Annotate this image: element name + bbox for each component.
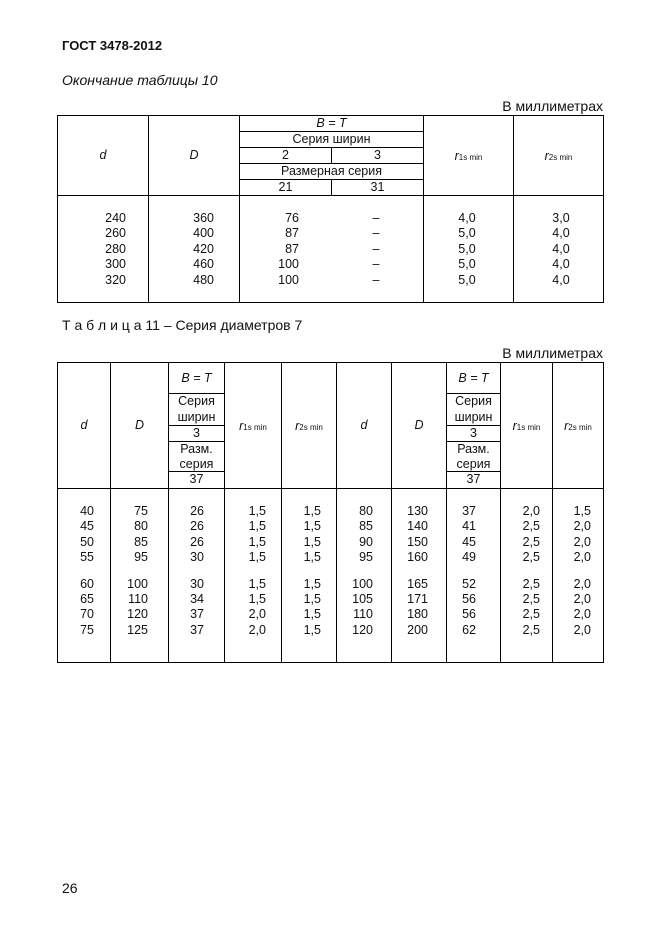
table-cell: 420 xyxy=(193,241,214,256)
table-cell: 56 xyxy=(462,592,476,607)
table-cell: 30 xyxy=(190,576,204,591)
column-r1s xyxy=(449,211,485,288)
table-cell: 100 xyxy=(278,272,299,287)
col-header-r1s-left: r1s min xyxy=(239,419,267,433)
table-cell: 125 xyxy=(127,622,148,637)
table-cell: 150 xyxy=(407,534,428,549)
table-cell: – xyxy=(372,226,380,241)
table-cell: 171 xyxy=(407,592,428,607)
dim-series-label-right-2: серия xyxy=(456,457,491,471)
table-cell: 100 xyxy=(278,257,299,272)
table-cell: 4,0 xyxy=(458,211,476,225)
col-header-d-right: d xyxy=(360,418,368,432)
column-series-37-left xyxy=(182,504,204,638)
table-cell: 80 xyxy=(134,519,148,534)
table-cell: 26 xyxy=(190,534,204,549)
col-header-d-left: d xyxy=(80,418,88,432)
table10-caption: Окончание таблицы 10 xyxy=(62,72,218,88)
table-cell: 76 xyxy=(285,211,299,225)
table-cell: 56 xyxy=(462,607,476,622)
table-cell: – xyxy=(372,241,380,256)
table-cell: 2,5 xyxy=(522,550,540,565)
table-cell: 2,5 xyxy=(522,534,540,549)
column-d-left xyxy=(68,504,94,638)
table-cell: 4,0 xyxy=(552,241,570,256)
column-D-right xyxy=(398,504,428,638)
table-cell: – xyxy=(372,257,380,272)
width-series-label: Серия ширин xyxy=(292,132,371,146)
table11-units: В миллиметрах xyxy=(502,345,603,361)
dim-series-37-right: 37 xyxy=(466,472,481,486)
table-cell: 3,0 xyxy=(552,211,570,225)
table-cell: 200 xyxy=(407,622,428,637)
table-cell: 49 xyxy=(462,550,476,565)
table-cell: 55 xyxy=(80,550,94,565)
table-cell: 85 xyxy=(134,534,148,549)
table-cell: 2,5 xyxy=(522,576,540,591)
table-cell: 30 xyxy=(190,550,204,565)
table-cell: 320 xyxy=(105,272,126,287)
table-cell: 1,5 xyxy=(303,576,321,591)
table-cell: 400 xyxy=(193,226,214,241)
table-cell: 2,0 xyxy=(573,607,591,622)
table-cell: 4,0 xyxy=(552,272,570,287)
table10-units: В миллиметрах xyxy=(502,98,603,114)
col-header-bt-right: B = T xyxy=(458,371,489,385)
table-cell: 160 xyxy=(407,550,428,565)
column-r2s-right xyxy=(561,504,591,638)
column-r2s xyxy=(543,211,579,288)
col-header-r2s-left: r2s min xyxy=(295,419,323,433)
table-cell: 110 xyxy=(353,607,373,622)
column-series-21 xyxy=(263,211,299,288)
table11 xyxy=(57,362,604,663)
column-r2s-left xyxy=(291,504,321,638)
column-r1s-left xyxy=(236,504,266,638)
table-cell: – xyxy=(372,211,380,225)
width-series-2: 2 xyxy=(282,148,289,162)
column-d xyxy=(90,211,126,288)
page-number: 26 xyxy=(62,880,78,896)
table-cell: 1,5 xyxy=(303,550,321,565)
table-cell: 260 xyxy=(105,226,126,241)
col-header-bt: B = T xyxy=(316,116,347,130)
table-cell: 1,5 xyxy=(248,519,266,534)
width-series-3: 3 xyxy=(374,148,381,162)
table-cell: 130 xyxy=(407,504,428,518)
table-cell: 2,0 xyxy=(522,504,540,518)
table-cell: 120 xyxy=(352,622,373,637)
document-code: ГОСТ 3478-2012 xyxy=(62,38,163,53)
table-cell: 62 xyxy=(462,622,476,637)
dim-series-21: 21 xyxy=(278,180,293,194)
table-cell: 1,5 xyxy=(248,576,266,591)
table-cell: 4,0 xyxy=(552,226,570,241)
table-cell: 41 xyxy=(462,519,476,534)
table-cell: 87 xyxy=(285,226,299,241)
col-header-r2s-right: r2s min xyxy=(564,419,592,433)
table-cell: 140 xyxy=(407,519,428,534)
table-cell: 52 xyxy=(462,576,476,591)
dim-series-37-left: 37 xyxy=(189,472,204,486)
column-D xyxy=(178,211,214,288)
table-cell: 2,0 xyxy=(573,576,591,591)
table-cell: 80 xyxy=(359,504,373,518)
table-cell: 85 xyxy=(359,519,373,534)
table-cell: 2,0 xyxy=(248,622,266,637)
dim-series-31: 31 xyxy=(370,180,385,194)
column-series-31 xyxy=(358,211,394,288)
table-cell: 5,0 xyxy=(458,241,476,256)
column-d-right xyxy=(343,504,373,638)
table-cell: 65 xyxy=(80,592,94,607)
table-cell: 360 xyxy=(193,211,214,225)
table-cell: 1,5 xyxy=(248,592,266,607)
dim-series-label-left-2: серия xyxy=(179,457,214,471)
width-series-3-right: 3 xyxy=(470,426,477,440)
table-cell: 480 xyxy=(193,272,214,287)
table-cell: 1,5 xyxy=(248,550,266,565)
col-header-r2s: r2s min xyxy=(544,149,573,163)
col-header-D-right: D xyxy=(414,418,424,432)
table-cell: – xyxy=(372,272,380,287)
table-cell: 2,0 xyxy=(248,607,266,622)
table-cell: 2,0 xyxy=(573,550,591,565)
col-header-bt-left: B = T xyxy=(181,371,212,385)
table-cell: 26 xyxy=(190,519,204,534)
table-cell: 1,5 xyxy=(303,519,321,534)
table10 xyxy=(57,115,604,303)
table-cell: 2,5 xyxy=(522,592,540,607)
table11-title: Т а б л и ц а 11 – Серия диаметров 7 xyxy=(62,317,303,333)
width-series-3-left: 3 xyxy=(193,426,200,440)
table-cell: 1,5 xyxy=(573,504,591,518)
table-cell: 165 xyxy=(407,576,428,591)
table-cell: 280 xyxy=(105,241,126,256)
table-cell: 240 xyxy=(105,211,126,225)
table-cell: 1,5 xyxy=(303,592,321,607)
table-cell: 1,5 xyxy=(248,504,266,518)
column-series-37-right xyxy=(454,504,476,638)
table-cell: 75 xyxy=(80,622,94,637)
table-cell: 60 xyxy=(80,576,94,591)
table-cell: 2,0 xyxy=(573,622,591,637)
table-cell: 37 xyxy=(190,622,204,637)
table-cell: 2,0 xyxy=(573,534,591,549)
col-header-D-left: D xyxy=(134,418,145,432)
table-cell: 90 xyxy=(359,534,373,549)
table-cell: 40 xyxy=(80,504,94,518)
table-cell: 1,5 xyxy=(303,504,321,518)
table-cell: 1,5 xyxy=(303,622,321,637)
table-cell: 100 xyxy=(127,576,148,591)
table-cell: 2,0 xyxy=(573,592,591,607)
table-cell: 1,5 xyxy=(303,534,321,549)
width-series-label-right: Серия xyxy=(455,394,492,408)
column-r1s-right xyxy=(510,504,540,638)
table-cell: 100 xyxy=(352,576,373,591)
table-cell: 180 xyxy=(407,607,428,622)
table-cell: 5,0 xyxy=(458,272,476,287)
table-cell: 26 xyxy=(190,504,204,518)
table-cell: 1,5 xyxy=(303,607,321,622)
table-cell: 2,5 xyxy=(522,519,540,534)
dim-series-label-left: Разм. xyxy=(180,442,213,456)
table-cell: 1,5 xyxy=(248,534,266,549)
table-cell: 87 xyxy=(285,241,299,256)
col-header-r1s-right: r1s min xyxy=(512,419,541,433)
table-cell: 95 xyxy=(134,550,148,565)
width-series-label-left: Серия xyxy=(178,394,215,408)
width-series-label-left-2: ширин xyxy=(177,410,216,424)
table-cell: 110 xyxy=(128,592,148,607)
table-cell: 460 xyxy=(193,257,214,272)
table-cell: 120 xyxy=(127,607,148,622)
table-cell: 34 xyxy=(190,592,204,607)
table-cell: 75 xyxy=(134,504,148,518)
dim-series-label-right: Разм. xyxy=(457,442,490,456)
col-header-D: D xyxy=(189,148,199,162)
table-cell: 50 xyxy=(80,534,94,549)
table-cell: 105 xyxy=(352,592,373,607)
table-cell: 5,0 xyxy=(458,226,476,241)
table-cell: 95 xyxy=(359,550,373,565)
table-cell: 37 xyxy=(462,504,476,518)
table-cell: 45 xyxy=(80,519,94,534)
dim-series-label: Размерная серия xyxy=(281,164,382,178)
col-header-d: d xyxy=(99,148,107,162)
table-cell: 45 xyxy=(462,534,476,549)
table-cell: 2,5 xyxy=(522,607,540,622)
table-cell: 300 xyxy=(105,257,126,272)
table-cell: 37 xyxy=(190,607,204,622)
table-cell: 5,0 xyxy=(458,257,476,272)
table-cell: 2,0 xyxy=(573,519,591,534)
table-cell: 70 xyxy=(80,607,94,622)
column-D-left xyxy=(118,504,148,638)
table-cell: 4,0 xyxy=(552,257,570,272)
col-header-r1s: r1s min xyxy=(454,149,483,163)
table-cell: 2,5 xyxy=(522,622,540,637)
width-series-label-right-2: ширин xyxy=(454,410,493,424)
